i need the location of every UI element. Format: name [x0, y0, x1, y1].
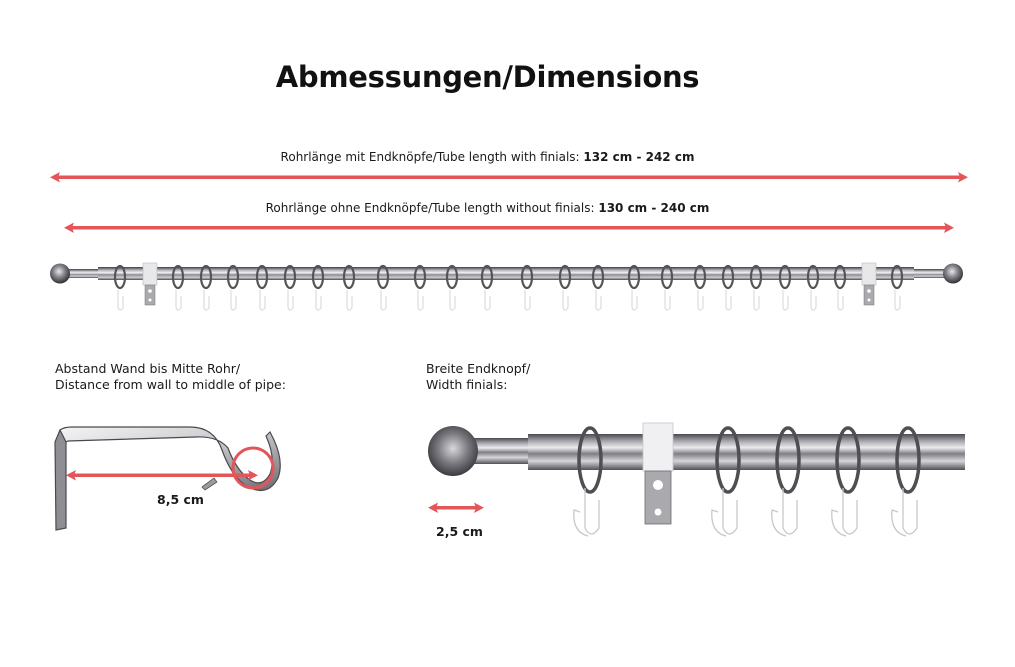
page-title: Abmessungen/Dimensions [275, 60, 700, 94]
bracket-distance-measure: 8,5 cm [157, 492, 204, 507]
finial-ball-icon [428, 426, 478, 476]
dimension-without-finials-value: 130 cm - 240 cm [598, 201, 710, 215]
bracket-caption-line2: Distance from wall to middle of pipe: [55, 377, 286, 392]
curtain-hooks-detail [574, 488, 917, 536]
bracket-detail-icon [643, 423, 673, 524]
finial-caption-line1: Breite Endknopf/ [426, 361, 531, 376]
finial-width-measure: 2,5 cm [436, 524, 483, 539]
dimension-with-finials-value: 132 cm - 242 cm [583, 150, 695, 164]
dimension-with-finials-text: Rohrlänge mit Endknöpfe/Tube length with finials: [280, 150, 580, 164]
bracket-caption-line1: Abstand Wand bis Mitte Rohr/ [55, 361, 241, 376]
dimension-without-finials-text: Rohrlänge ohne Endknöpfe/Tube length without finials: [265, 201, 595, 215]
finial-caption-line2: Width finials: [426, 377, 508, 392]
